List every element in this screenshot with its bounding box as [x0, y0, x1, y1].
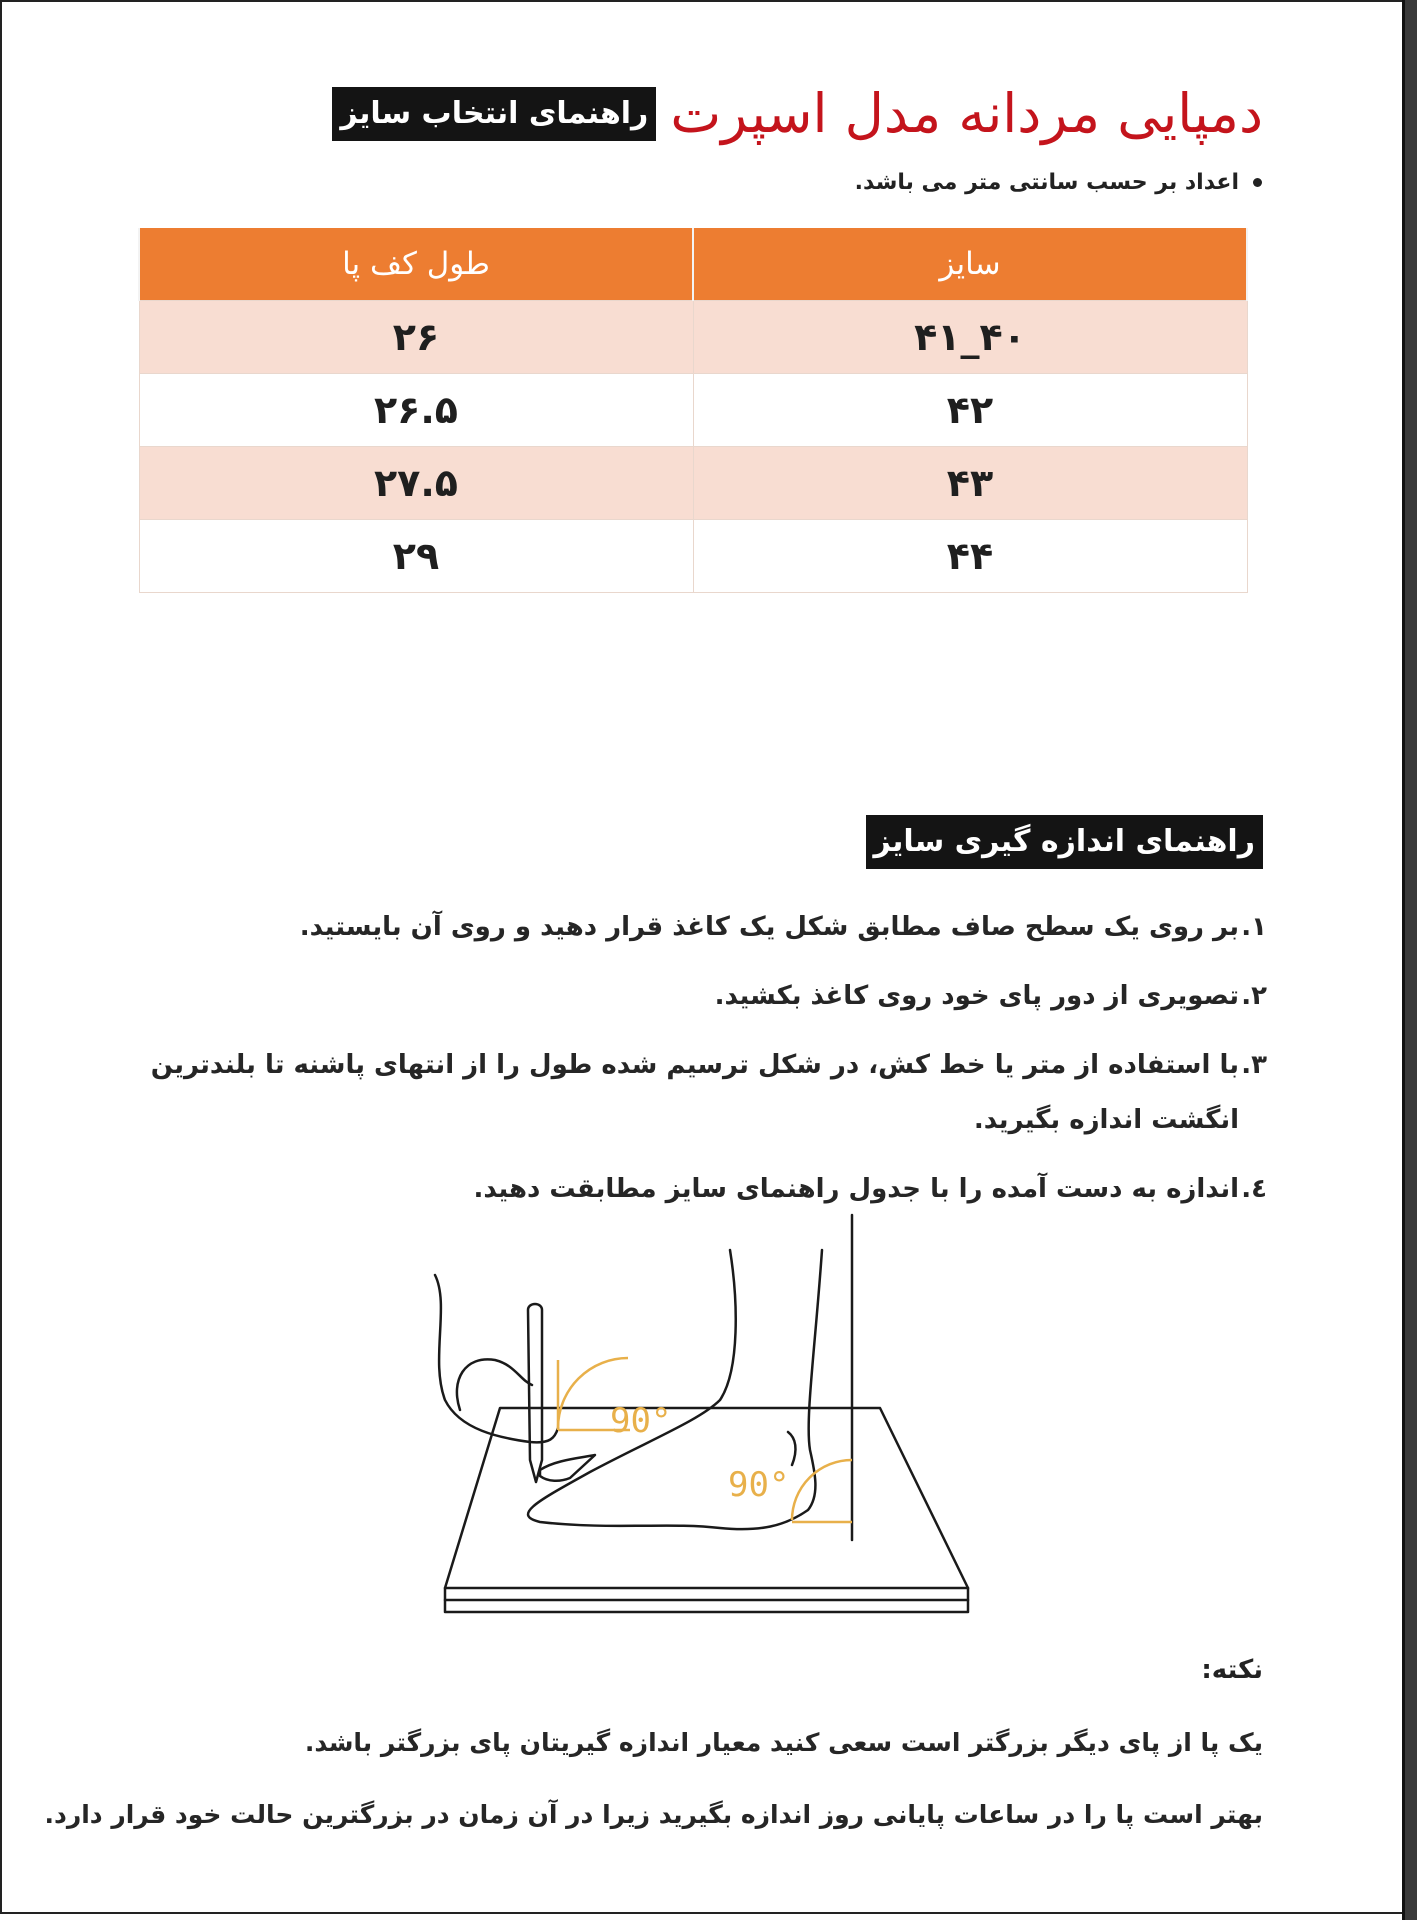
foot-length-cell: ۲۶.۵ [139, 374, 693, 447]
step-number: ۳. [1241, 1050, 1267, 1080]
size-cell: ۴۲ [693, 374, 1247, 447]
paper-sheet-edge [445, 1600, 968, 1612]
pencil [528, 1304, 542, 1482]
step-number: ٤. [1241, 1174, 1267, 1204]
ankle-mark [788, 1432, 795, 1465]
foot-length-cell: ۲۹ [139, 520, 693, 593]
step-number: ۱. [1241, 912, 1267, 942]
bullet-icon [1253, 178, 1262, 187]
foot-length-cell: ۲۷.۵ [139, 447, 693, 520]
list-item [137, 1038, 1267, 1148]
size-guide-label: راهنمای انتخاب سایز [332, 87, 656, 141]
step-text: بر روی یک سطح صاف مطابق شکل یک کاغذ قرار دهید و روی آن بایستید. [299, 912, 1239, 942]
product-title: دمپایی مردانه مدل اسپرت [670, 82, 1263, 145]
note-line-2: بهتر است پا را در ساعات پایانی روز اندازه بگیرید زیرا در آن زمان در بزرگترین حالت خود قرار دارد. [44, 1800, 1263, 1829]
angle-arc [792, 1460, 852, 1520]
table-header-row [139, 228, 1247, 301]
paper-sheet [445, 1408, 968, 1588]
size-cell: ۴۰_۴۱ [693, 301, 1247, 374]
list-item [137, 969, 1267, 1024]
right-edge-strip [1402, 0, 1417, 1920]
hand-outline [457, 1359, 532, 1410]
table-row [139, 374, 1247, 447]
measure-guide-label: راهنمای اندازه گیری سایز [866, 815, 1264, 869]
header [332, 82, 1263, 146]
paper-sheet-edge [445, 1588, 968, 1600]
unit-note-text: اعداد بر حسب سانتی متر می باشد. [854, 170, 1239, 195]
size-table [138, 228, 1248, 593]
step-text: با استفاده از متر یا خط کش، در شکل ترسیم شده طول را از انتهای پاشنه تا بلندترین انگشت اندازه بگیرید. [150, 1050, 1239, 1135]
size-cell: ۴۳ [693, 447, 1247, 520]
foot-length-cell: ۲۶ [139, 301, 693, 374]
note-title: نکته: [1201, 1655, 1263, 1685]
column-header-foot-length: طول کف پا [139, 228, 693, 301]
step-text: اندازه به دست آمده را با جدول راهنمای سایز مطابقت دهید. [473, 1174, 1239, 1204]
list-item [137, 1162, 1267, 1217]
size-cell: ۴۴ [693, 520, 1247, 593]
note-line-1: یک پا از پای دیگر بزرگتر است سعی کنید معیار اندازه گیریتان پای بزرگتر باشد. [304, 1728, 1263, 1757]
step-text: تصویری از دور پای خود روی کاغذ بکشید. [714, 981, 1239, 1011]
unit-note [855, 170, 1262, 195]
angle-label-1: 90° [610, 1401, 672, 1441]
hand-fingers [540, 1455, 595, 1481]
table-row [139, 520, 1247, 593]
table-row [139, 447, 1247, 520]
column-header-size: سایز [693, 228, 1247, 301]
step-number: ۲. [1241, 981, 1267, 1011]
measure-steps [137, 900, 1267, 1231]
table-row [139, 301, 1247, 374]
list-item [137, 900, 1267, 955]
foot-measuring-illustration [420, 1210, 980, 1630]
angle-label-2: 90° [728, 1465, 790, 1505]
